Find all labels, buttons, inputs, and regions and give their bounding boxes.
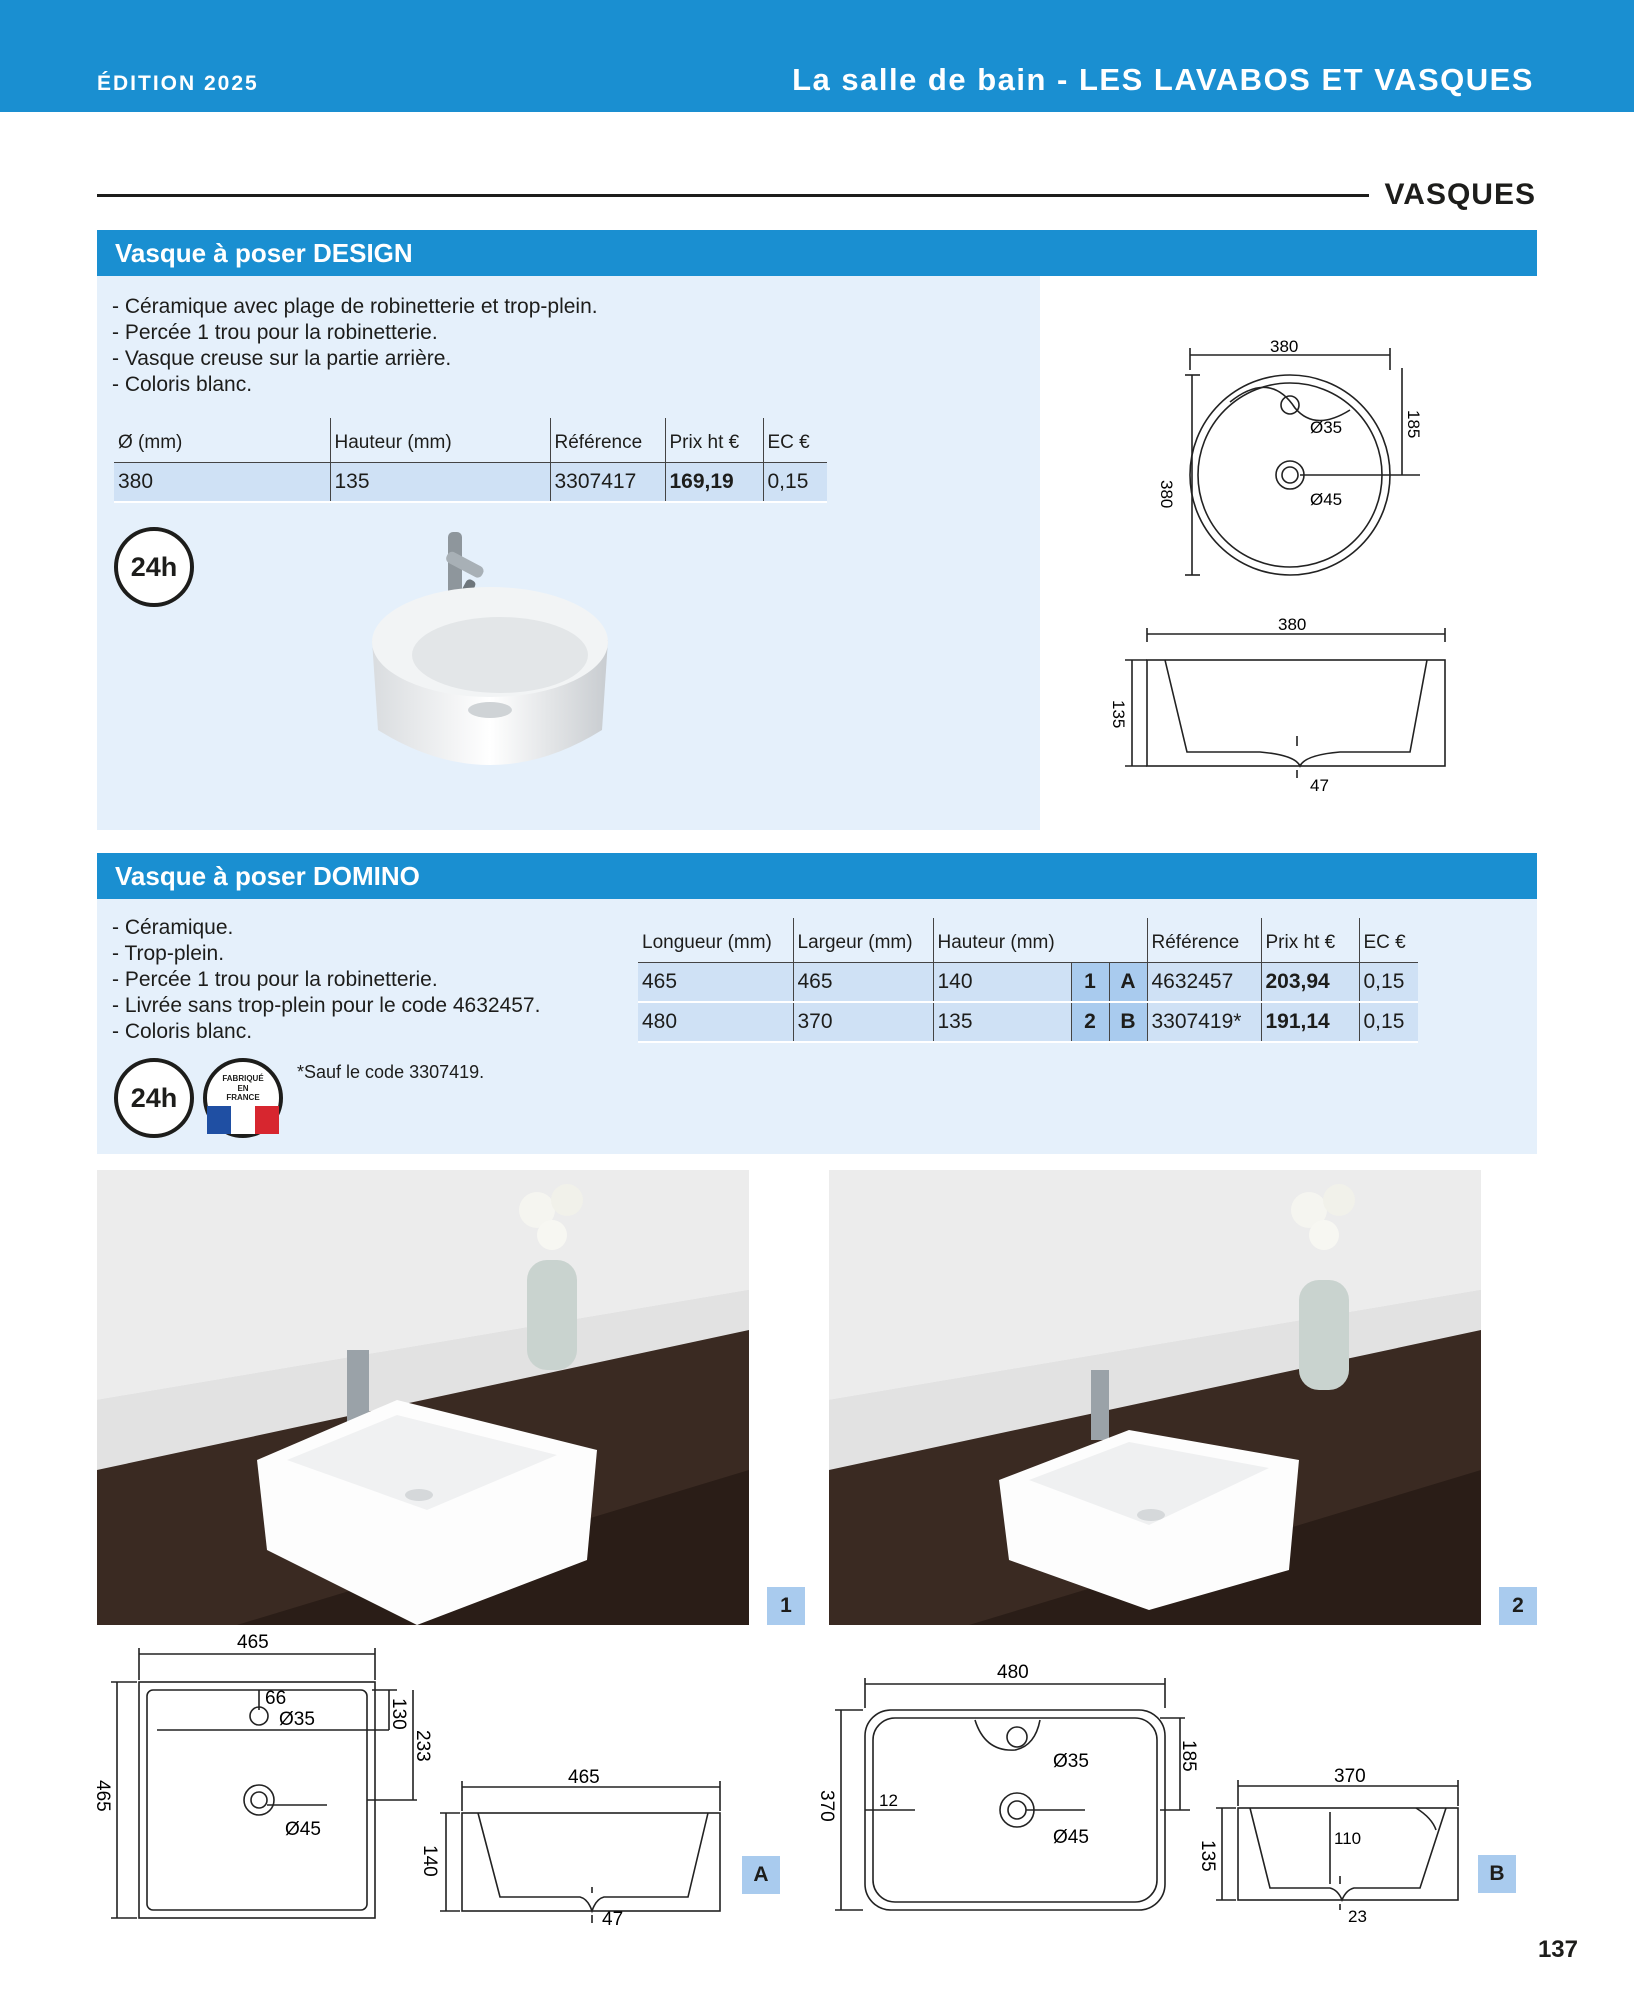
cell-reference: 3307417 <box>550 462 665 502</box>
domino-a-side-drawing <box>420 1765 740 1935</box>
photo-tag-1: 1 <box>767 1587 805 1625</box>
cell-length: 465 <box>638 962 793 1002</box>
french-flag-icon <box>207 1106 279 1134</box>
feature-item: - Percée 1 trou pour la robinetterie. <box>112 320 598 346</box>
dim-b-top-width: 480 <box>997 1662 1029 1683</box>
feature-item: - Percée 1 trou pour la robinetterie. <box>112 967 540 993</box>
dim-b-offset: 12 <box>879 1791 898 1810</box>
feature-item: - Trop-plein. <box>112 941 540 967</box>
dim-b-side-height: 135 <box>1197 1840 1218 1872</box>
domino-photo-2 <box>829 1170 1481 1625</box>
col-header: Prix ht € <box>1261 918 1359 962</box>
dim-a-side-width: 465 <box>568 1767 600 1788</box>
table-row <box>114 462 827 502</box>
drawing-tag-b: B <box>1478 1855 1516 1893</box>
col-header: Largeur (mm) <box>793 918 933 962</box>
cell-width: 465 <box>793 962 933 1002</box>
feature-item: - Coloris blanc. <box>112 1019 540 1045</box>
dim-a-depth2: 233 <box>412 1730 433 1762</box>
domino-a-top-drawing <box>92 1630 437 1930</box>
design-product-image <box>350 520 630 820</box>
badge-label: 24h <box>130 551 178 582</box>
dim-a-top-height: 465 <box>92 1780 113 1812</box>
col-header: Référence <box>550 418 665 462</box>
domino-b-side-drawing <box>1197 1766 1470 1928</box>
design-features <box>112 294 598 398</box>
cell-reference: 3307419* <box>1147 1002 1261 1042</box>
fr-badge-line: EN <box>237 1084 249 1093</box>
cell-ec: 0,15 <box>1359 1002 1418 1042</box>
dim-drain-hole: Ø45 <box>1310 490 1343 509</box>
cell-ec: 0,15 <box>1359 962 1418 1002</box>
dim-a-offset: 66 <box>265 1688 287 1709</box>
dim-b-inner-height: 110 <box>1334 1829 1362 1848</box>
feature-item: - Coloris blanc. <box>112 372 598 398</box>
fr-badge-line: FABRIQUÉ <box>222 1074 264 1083</box>
design-top-drawing <box>1120 330 1440 590</box>
dim-side-width: 380 <box>1278 615 1307 634</box>
dim-a-depth1: 130 <box>388 1698 409 1730</box>
dim-top-width: 380 <box>1270 337 1299 356</box>
domino-b-top-drawing <box>816 1660 1205 1920</box>
feature-item: - Vasque creuse sur la partie arrière. <box>112 346 598 372</box>
dim-b-tap-hole: Ø35 <box>1053 1751 1089 1772</box>
col-header: EC € <box>1359 918 1418 962</box>
dim-a-side-height: 140 <box>419 1845 440 1877</box>
cell-ec: 0,15 <box>763 462 827 502</box>
dim-b-depth: 185 <box>1178 1740 1199 1772</box>
cell-length: 480 <box>638 1002 793 1042</box>
domino-features <box>112 915 540 1045</box>
cell-height: 135 <box>933 1002 1071 1042</box>
page-number: 137 <box>1537 1936 1578 1963</box>
edition-label: ÉDITION 2025 <box>97 72 259 95</box>
dim-rear-depth: 185 <box>1404 410 1423 439</box>
section-title: VASQUES <box>1371 178 1536 212</box>
dim-top-height: 380 <box>1157 480 1176 509</box>
drawing-tag-a: A <box>742 1856 780 1894</box>
made-in-france-badge <box>203 1058 283 1138</box>
col-header: Référence <box>1147 918 1261 962</box>
cell-diameter: 380 <box>114 462 330 502</box>
table-row <box>638 1002 1418 1042</box>
cell-width: 370 <box>793 1002 933 1042</box>
24h-delivery-badge <box>114 527 194 607</box>
photo-tag-2: 2 <box>1499 1587 1537 1625</box>
fr-badge-line: FRANCE <box>226 1093 260 1102</box>
dim-b-drain-hole: Ø45 <box>1053 1827 1089 1848</box>
domino-title: Vasque à poser DOMINO <box>97 853 1537 899</box>
dim-side-bottom: 47 <box>1310 776 1329 795</box>
footnote: *Sauf le code 3307419. <box>297 1062 485 1082</box>
design-side-drawing <box>1105 610 1465 800</box>
cell-price: 191,14 <box>1261 1002 1359 1042</box>
col-header: Longueur (mm) <box>638 918 793 962</box>
cell-height: 140 <box>933 962 1071 1002</box>
header-title: La salle de bain - LES LAVABOS ET VASQUES <box>792 62 1534 97</box>
cell-letter: A <box>1109 962 1147 1002</box>
dim-b-side-bottom: 23 <box>1348 1907 1367 1926</box>
domino-spec-table <box>638 918 1418 1043</box>
cell-price: 203,94 <box>1261 962 1359 1002</box>
design-spec-table <box>114 418 827 503</box>
col-header: EC € <box>763 418 827 462</box>
feature-item: - Livrée sans trop-plein pour le code 4632457. <box>112 993 540 1019</box>
cell-num: 1 <box>1071 962 1109 1002</box>
dim-b-side-width: 370 <box>1334 1766 1366 1787</box>
col-header <box>1109 918 1147 962</box>
badge-label: 24h <box>130 1082 178 1113</box>
dim-side-height: 135 <box>1109 700 1128 729</box>
table-row <box>638 962 1418 1002</box>
dim-a-top-width: 465 <box>237 1632 269 1653</box>
dim-a-side-bottom: 47 <box>602 1909 624 1930</box>
col-header: Hauteur (mm) <box>933 918 1071 962</box>
cell-reference: 4632457 <box>1147 962 1261 1002</box>
24h-delivery-badge <box>114 1058 194 1138</box>
col-header: Ø (mm) <box>114 418 330 462</box>
cell-price: 169,19 <box>665 462 763 502</box>
feature-item: - Céramique avec plage de robinetterie et trop-plein. <box>112 294 598 320</box>
feature-item: - Céramique. <box>112 915 540 941</box>
domino-photo-1 <box>97 1170 749 1625</box>
dim-a-tap-hole: Ø35 <box>279 1709 315 1730</box>
cell-letter: B <box>1109 1002 1147 1042</box>
dim-tap-hole: Ø35 <box>1310 418 1343 437</box>
col-header: Hauteur (mm) <box>330 418 550 462</box>
section-rule <box>97 194 1369 197</box>
col-header: Prix ht € <box>665 418 763 462</box>
col-header <box>1071 918 1109 962</box>
design-title: Vasque à poser DESIGN <box>97 230 1537 276</box>
dim-a-drain-hole: Ø45 <box>285 1819 321 1840</box>
dim-b-top-height: 370 <box>816 1790 837 1822</box>
cell-height: 135 <box>330 462 550 502</box>
cell-num: 2 <box>1071 1002 1109 1042</box>
